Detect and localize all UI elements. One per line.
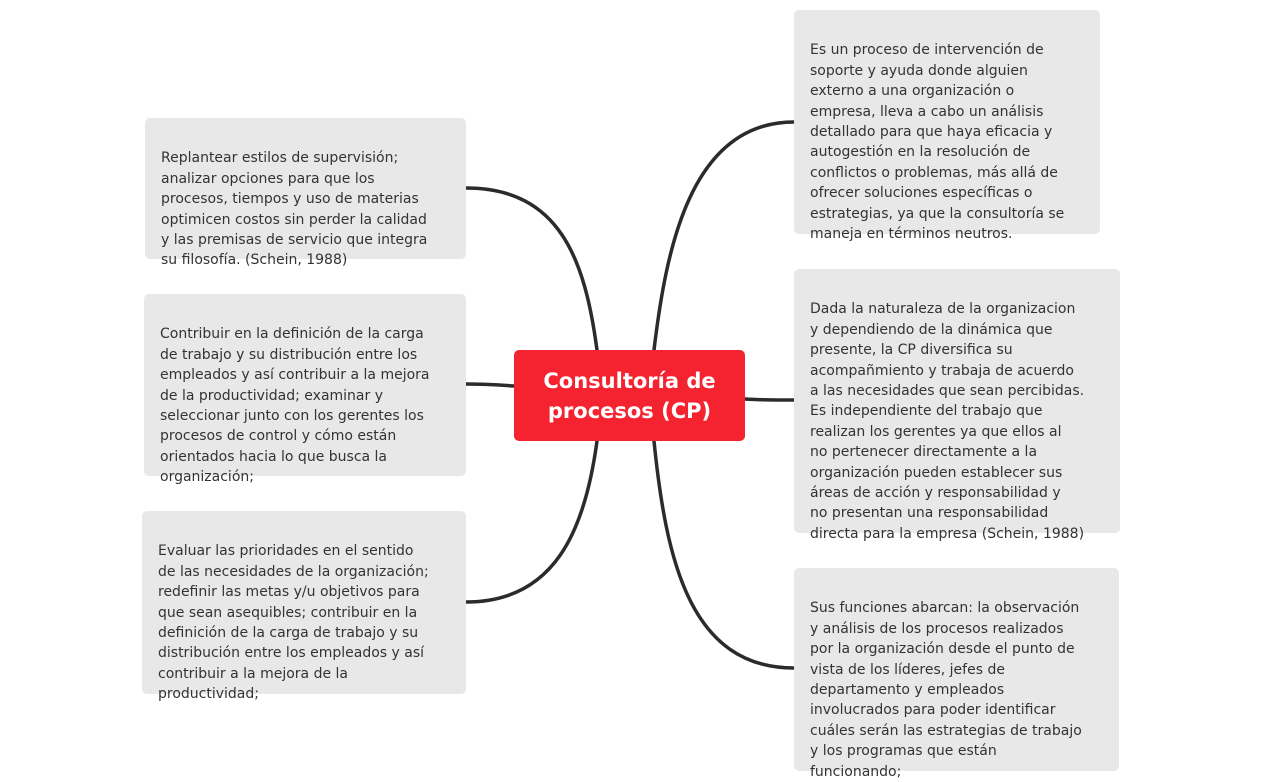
branch-node-left-2 — [144, 294, 466, 486]
branch-text-right-2: Dada la naturaleza de la organizacion y dependiendo de la dinámica que presente, la CP diversifica su acompañmiento y trabaja de acuerdo a las necesidades que sean percibidas. Es independiente del trabajo que realizan los gerentes ya que ellos al no pertenecer directamente a la organización pueden establecer sus áreas de acción y responsabilidad y no presentan una responsabilidad directa para la empresa (Schein, 1988) — [810, 301, 1085, 542]
branch-node-right-3 — [794, 568, 1119, 780]
branch-text-left-1: Replantear estilos de supervisión; analizar opciones para que los procesos, tiempos y uso de materias optimicen costos sin perder la calidad y las premisas de servicio que integra su filosofía. (Schein, 1988) — [161, 150, 428, 269]
branch-text-right-1: Es un proceso de intervención de soporte y ayuda donde alguien externo a una organización o empresa, lleva a cabo un análisis detallado para que haya eficacia y autogestión en la resolución de conflictos o problemas, más allá de ofrecer soluciones específicas o estrategias, ya que la consultoría se maneja en términos neutros. — [810, 42, 1065, 243]
connector-right-3 — [654, 441, 794, 668]
branch-node-left-3 — [142, 511, 466, 703]
branch-node-right-2 — [794, 269, 1120, 542]
connector-left-3 — [466, 441, 597, 602]
central-topic-title: Consultoría de procesos (CP) — [543, 368, 716, 423]
connector-right-1 — [654, 122, 794, 350]
branch-text-left-3: Evaluar las prioridades en el sentido de las necesidades de la organización; redefinir las metas y/u objetivos para que sean asequibles; contribuir en la definición de la carga de trabajo y su distribución entre los empleados y así contribuir a la mejora de la productividad; — [158, 543, 429, 703]
central-topic — [514, 350, 745, 441]
connector-left-2 — [466, 384, 514, 386]
branch-text-right-3: Sus funciones abarcan: la observación y análisis de los procesos realizados por la organización desde el punto de vista de los líderes, jefes de departamento y empleados involucrados para poder identificar cuáles serán las estrategias de trabajo y los programas que están funcionando; — [810, 600, 1082, 780]
connector-left-1 — [466, 188, 597, 350]
branch-text-left-2: Contribuir en la definición de la carga de trabajo y su distribución entre los empleados y así contribuir a la mejora de la productividad; examinar y seleccionar junto con los gerentes los procesos de control y cómo están orientados hacia lo que busca la organización; — [160, 326, 430, 486]
branch-node-left-1 — [145, 118, 466, 269]
branch-node-right-1 — [794, 10, 1100, 243]
connector-right-2 — [745, 399, 794, 400]
